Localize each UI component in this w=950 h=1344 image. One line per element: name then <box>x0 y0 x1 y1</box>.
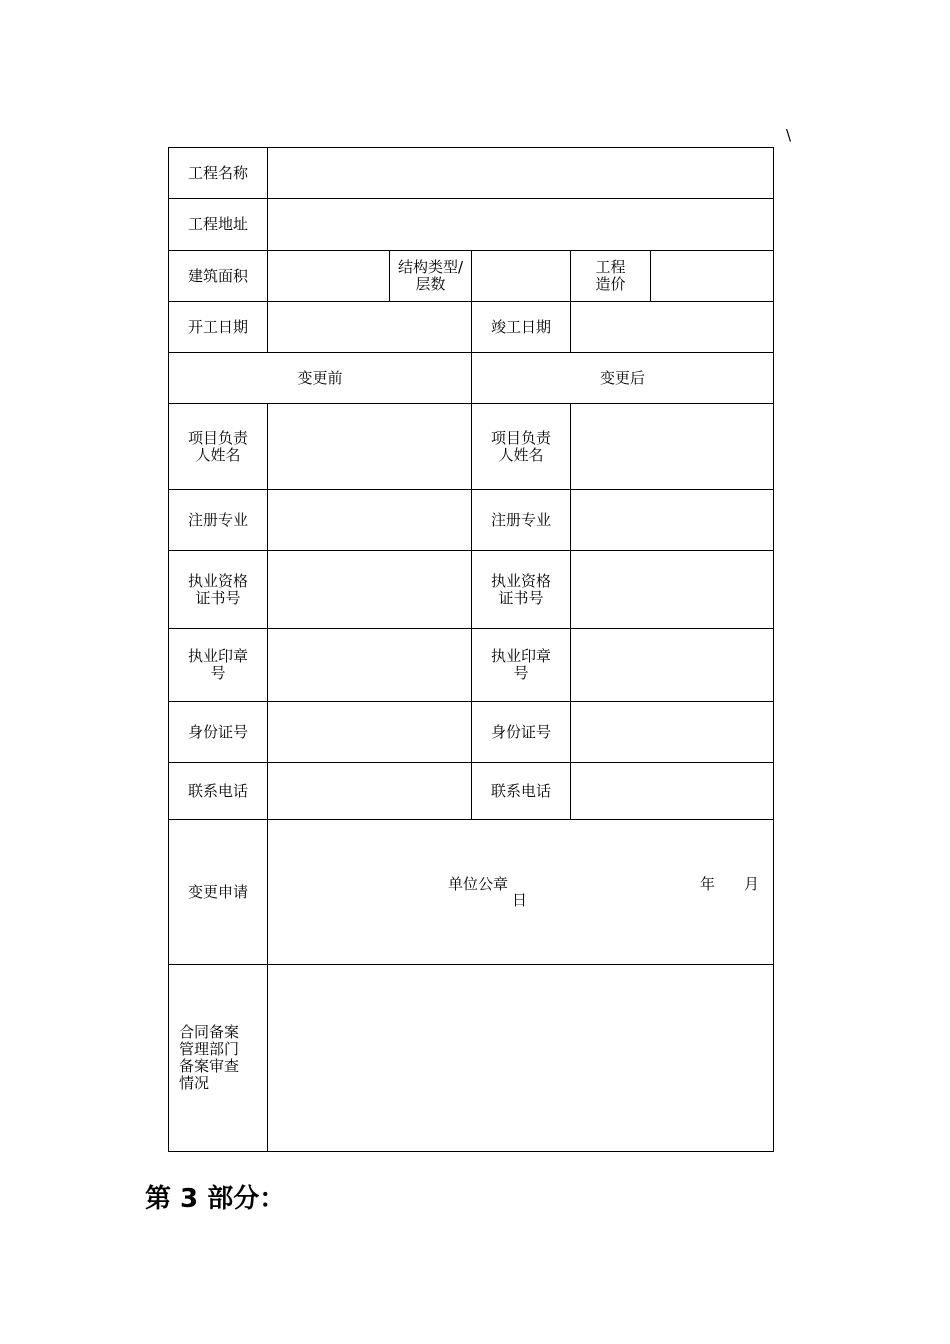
seal-no-label-after: 执业印章号 <box>472 629 571 702</box>
seal-no-before-field[interactable] <box>268 629 472 702</box>
cert-no-label-after: 执业资格证书号 <box>472 551 571 629</box>
seal-no-label-before: 执业印章号 <box>169 629 268 702</box>
cert-no-before-field[interactable] <box>268 551 472 629</box>
pm-name-after-field[interactable] <box>571 404 774 490</box>
phone-label-after: 联系电话 <box>472 763 571 820</box>
reg-major-after-field[interactable] <box>571 490 774 551</box>
apply-label: 变更申请 <box>169 820 268 965</box>
phone-label-before: 联系电话 <box>169 763 268 820</box>
id-no-label-before: 身份证号 <box>169 702 268 763</box>
apply-year-text: 年 <box>700 875 716 893</box>
review-field[interactable] <box>268 965 774 1152</box>
project-address-field[interactable] <box>268 199 774 251</box>
finish-date-label: 竣工日期 <box>472 302 571 353</box>
before-header: 变更前 <box>169 353 472 404</box>
apply-month-text: 月 <box>744 875 760 893</box>
pm-name-label-after: 项目负责人姓名 <box>472 404 571 490</box>
start-date-field[interactable] <box>268 302 472 353</box>
section-title: 第 3 部分： <box>145 1184 286 1214</box>
project-address-label: 工程地址 <box>169 199 268 251</box>
cert-no-after-field[interactable] <box>571 551 774 629</box>
review-label: 合同备案管理部门备案审查情况 <box>169 965 268 1152</box>
reg-major-label-after: 注册专业 <box>472 490 571 551</box>
change-application-form <box>168 147 774 1152</box>
structure-field[interactable] <box>472 251 571 302</box>
apply-day-text: 日 <box>512 891 528 909</box>
pm-name-before-field[interactable] <box>268 404 472 490</box>
structure-label: 结构类型/层数 <box>390 251 472 302</box>
phone-before-field[interactable] <box>268 763 472 820</box>
reg-major-before-field[interactable] <box>268 490 472 551</box>
project-name-field[interactable] <box>268 148 774 199</box>
after-header: 变更后 <box>472 353 774 404</box>
finish-date-field[interactable] <box>571 302 774 353</box>
id-no-before-field[interactable] <box>268 702 472 763</box>
apply-field[interactable] <box>268 820 774 965</box>
corner-mark: \ <box>786 126 792 144</box>
id-no-after-field[interactable] <box>571 702 774 763</box>
start-date-label: 开工日期 <box>169 302 268 353</box>
building-area-label: 建筑面积 <box>169 251 268 302</box>
cost-field[interactable] <box>651 251 774 302</box>
phone-after-field[interactable] <box>571 763 774 820</box>
cost-label: 工程造价 <box>571 251 651 302</box>
building-area-field[interactable] <box>268 251 390 302</box>
seal-no-after-field[interactable] <box>571 629 774 702</box>
reg-major-label-before: 注册专业 <box>169 490 268 551</box>
apply-seal-text: 单位公章 <box>448 875 509 893</box>
cert-no-label-before: 执业资格证书号 <box>169 551 268 629</box>
project-name-label: 工程名称 <box>169 148 268 199</box>
id-no-label-after: 身份证号 <box>472 702 571 763</box>
pm-name-label-before: 项目负责人姓名 <box>169 404 268 490</box>
